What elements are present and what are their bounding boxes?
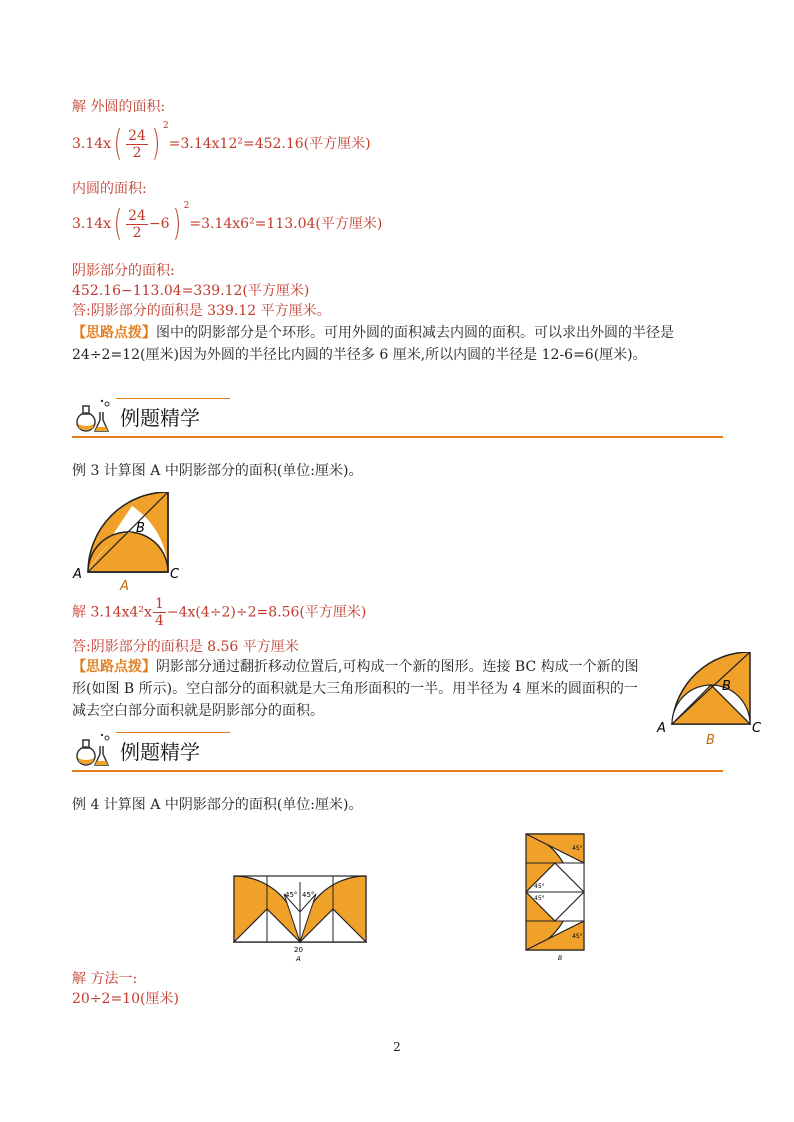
ex4b-angle-4: 45°	[572, 933, 583, 940]
inner-sq: 2	[183, 201, 190, 212]
ex4b-angle-2: 45°	[534, 883, 545, 890]
ex4-calc-1: 20÷2=10(厘米)	[72, 991, 179, 1007]
ex3-solution	[72, 596, 366, 629]
ex3-label-c: C	[170, 567, 180, 582]
ex4b-angle-3: 45°	[534, 895, 545, 902]
inner-den: 2	[132, 224, 142, 241]
hint-1	[72, 322, 722, 366]
ex3-sol-rest: −4x(4÷2)÷2=8.56(平方厘米)	[166, 604, 367, 621]
ex3b-label-a: A	[657, 721, 666, 736]
section-title: 例题精学	[120, 406, 200, 430]
shade-area-label: 阴影部分的面积:	[72, 263, 175, 279]
ex4b-caption: B	[558, 955, 563, 962]
ex4a-angle-1: 45°	[285, 891, 298, 899]
outer-prefix: 3.14x	[72, 136, 112, 152]
ex3b-caption: B	[706, 733, 715, 748]
answer-1: 答:阴影部分的面积是 339.12 平方厘米。	[72, 303, 331, 319]
ex3-answer: 答:阴影部分的面积是 8.56 平方厘米	[72, 639, 299, 655]
outer-num: 24	[128, 127, 146, 144]
ex3-label-b: B	[136, 521, 145, 536]
ex4a-dim: 20	[294, 946, 303, 954]
hint-text: 图中的阴影部分是个环形。可用外圆的面积减去内圆的面积。可以求出外圆的半径是 24÷2=12(厘米)因为外圆的半径比内圆的半径多 6 厘米,所以内圆的半径是 12-6=6(厘米)。	[72, 325, 674, 363]
ex3-figure-a	[72, 492, 192, 592]
ex3-hint-text: 阴影部分通过翻折移动位置后,可构成一个新的图形。连接 BC 构成一个新的图形(如图 B 所示)。空白部分的面积就是大三角形面积的一半。用半径为 4 厘米的圆面积的一减去空白部分面积就是阴影部分的面积。	[72, 659, 639, 719]
inner-area-label: 内圆的面积:	[72, 181, 147, 197]
outer-sq: 2	[163, 121, 169, 132]
ex3-hint	[72, 656, 648, 722]
ex3b-label-b: B	[722, 679, 731, 694]
outer-area-label: 解 外圆的面积:	[72, 99, 166, 115]
shade-area-calc: 452.16−113.04=339.12(平方厘米)	[72, 283, 310, 299]
ex3-hint-tag: 【思路点拨】	[72, 659, 156, 675]
outer-result: =3.14x12²=452.16(平方厘米)	[168, 136, 371, 152]
inner-area-formula: 3.14x( $\frac{24}{2}$ −6) $^2$=3.14x6²=113.04(平方厘米)	[72, 201, 383, 244]
section-title-2: 例题精学	[120, 740, 200, 764]
outer-den: 2	[132, 144, 142, 161]
page-number: 2	[393, 1040, 401, 1054]
ex3b-label-c: C	[752, 721, 762, 736]
lab-flask-icon	[72, 398, 116, 436]
ex4-figure-a	[230, 872, 370, 964]
ex4a-caption: A	[296, 955, 301, 963]
ex3-sol-den: 4	[154, 613, 164, 629]
outer-area-formula: 3.14x( $\frac{24}{2}$ ) $^2$=3.14x12²=452.16(平方厘米)	[72, 121, 371, 164]
ex4-question: 例 4 计算图 A 中阴影部分的面积(单位:厘米)。	[72, 797, 363, 813]
inner-minus: −6	[148, 216, 170, 232]
hint-tag: 【思路点拨】	[72, 325, 156, 341]
inner-result: =3.14x6²=113.04(平方厘米)	[189, 216, 383, 232]
ex3-caption: A	[120, 579, 129, 592]
ex3-sol-num: 1	[154, 596, 164, 612]
ex4b-angle-1: 45°	[572, 845, 583, 852]
ex4a-angle-2: 45°	[302, 891, 315, 899]
inner-prefix: 3.14x	[72, 216, 112, 232]
ex4-method-label: 解 方法一:	[72, 971, 138, 987]
lab-flask-icon	[72, 732, 116, 770]
ex3-sol-prefix: 解 3.14x4²x	[72, 604, 152, 621]
inner-num: 24	[128, 207, 146, 224]
ex3-question: 例 3 计算图 A 中阴影部分的面积(单位:厘米)。	[72, 463, 363, 479]
ex4-figure-b	[520, 830, 590, 962]
ex3-label-a: A	[73, 567, 82, 582]
section-header	[72, 398, 723, 438]
section-header-2	[72, 732, 723, 772]
